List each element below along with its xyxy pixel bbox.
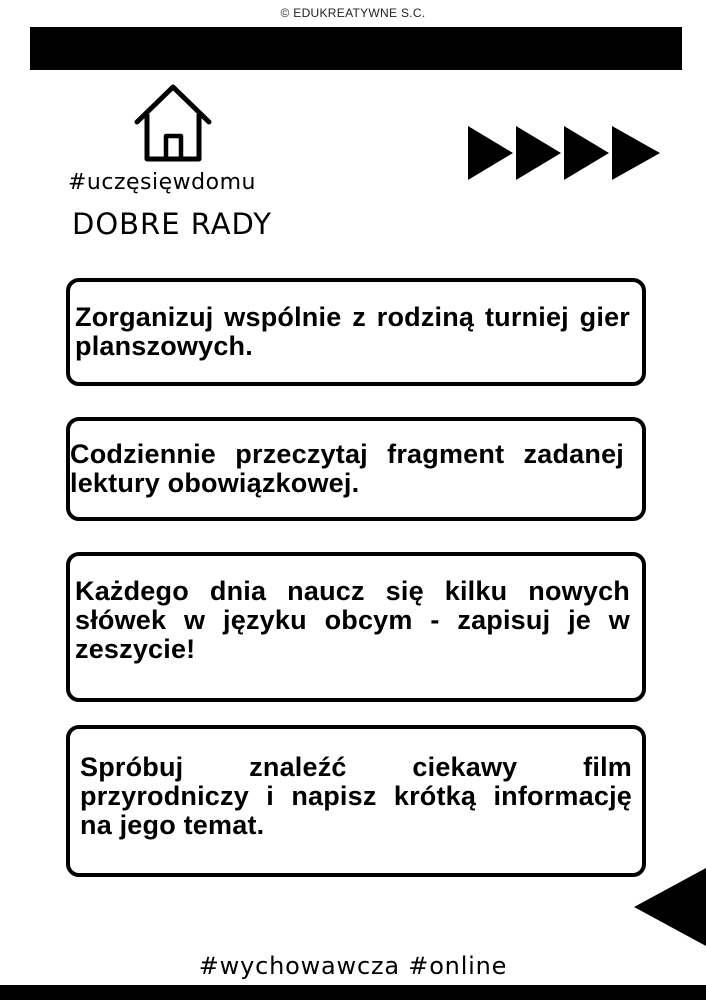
tip-card (66, 552, 646, 702)
tip-card (66, 278, 646, 386)
tip-text: Codziennie przeczytaj fragment zadanej lektury obowiązkowej. (70, 439, 624, 498)
tip-card (66, 417, 646, 521)
page-title: DOBRE RADY (72, 207, 273, 241)
triangle-left-icon (634, 868, 706, 946)
tip-text: Spróbuj znaleźć ciekawy film przyrodniczy i napisz krótką informację na jego temat. (80, 751, 632, 840)
house-icon (131, 82, 215, 164)
tip-text: Zorganizuj wspólnie z rodziną turniej gier planszowych. (75, 302, 630, 361)
tip-card (66, 725, 646, 877)
bottom-bar (0, 985, 706, 1000)
hashtag-learn-at-home: #uczęsięwdomu (68, 170, 256, 195)
tip-text: Każdego dnia naucz się kilku nowych słówek w języku obcym - zapisuj je w zeszycie! (75, 575, 630, 664)
copyright-notice: © EDUKREATYWNE S.C. (280, 6, 426, 20)
triangle-right-icon (466, 126, 662, 180)
footer-hashtags: #wychowawcza #online (198, 952, 508, 980)
top-banner-bar (30, 27, 682, 70)
